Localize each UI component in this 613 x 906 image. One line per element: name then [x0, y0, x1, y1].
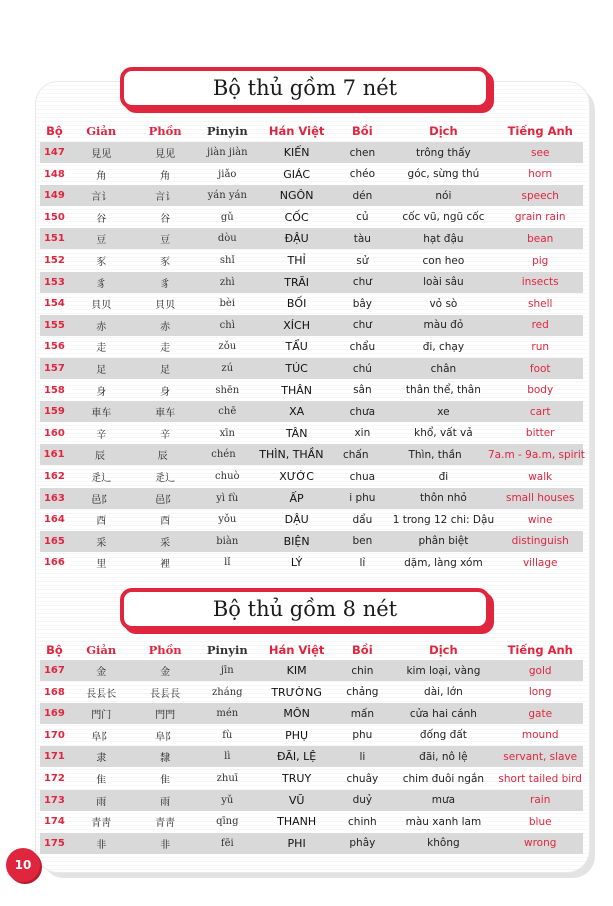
cell-pinyin: lì: [224, 751, 231, 763]
cell-phon: 門門: [155, 710, 176, 722]
cell-gian: 辵辶: [91, 473, 112, 484]
header-num: Bộ: [46, 643, 63, 657]
cell-english: mound: [521, 729, 559, 742]
cell-gian: 豆: [96, 235, 107, 247]
cell-boi: củ: [356, 211, 369, 224]
cell-boi: bây: [352, 297, 373, 310]
cell-hanviet: KIM: [286, 664, 307, 677]
cell-dich: đi, chạy: [422, 340, 465, 353]
cell-gian: 角: [96, 170, 107, 182]
header-pinyin: Pinyin: [206, 124, 248, 138]
cell-num: 171: [43, 751, 65, 763]
cell-phon: 身: [160, 386, 171, 398]
cell-dich: khổ, vất vả: [414, 427, 473, 440]
cell-dich: chim đuôi ngắn: [402, 772, 485, 785]
cell-gian: 辛: [96, 429, 107, 441]
header-hanviet: Hán Việt: [268, 124, 325, 138]
cell-hanviet: LÝ: [290, 556, 303, 570]
cell-num: 156: [43, 341, 65, 353]
cell-gian: 貝贝: [91, 300, 112, 312]
cell-pinyin: chén: [211, 449, 236, 461]
cell-boi: chư: [352, 319, 372, 332]
cell-hanviet: TÚC: [285, 362, 308, 375]
cell-gian: 酉: [96, 516, 107, 528]
cell-pinyin: yán yán: [207, 190, 247, 202]
cell-pinyin: jīn: [220, 665, 234, 676]
cell-phon: 采: [160, 537, 171, 549]
cell-hanviet: ẤP: [289, 491, 304, 505]
cell-pinyin: shǐ: [219, 255, 235, 266]
cell-gian: 身: [96, 386, 107, 398]
cell-pinyin: yǔ: [221, 794, 234, 806]
header-phon: Phồn: [148, 124, 182, 138]
cell-boi: phây: [349, 837, 376, 850]
cell-num: 153: [43, 276, 65, 288]
cell-hanviet: CỐC: [284, 210, 309, 224]
cell-dich: dài, lớn: [424, 686, 463, 699]
cell-pinyin: jiàn jiàn: [206, 147, 248, 158]
cell-hanviet: THANH: [277, 815, 317, 829]
header-dich: Dịch: [429, 643, 458, 657]
table-row: [40, 466, 583, 487]
cell-boi: phu: [352, 729, 373, 742]
cell-gian: 非: [96, 839, 107, 851]
cell-gian: 金: [96, 667, 107, 678]
cell-boi: sử: [356, 254, 369, 267]
cell-gian: 門门: [91, 710, 112, 722]
header-pinyin: Pinyin: [206, 643, 248, 657]
table-row: [40, 142, 583, 163]
cell-gian: 豸: [96, 278, 107, 290]
cell-english: bitter: [525, 427, 555, 440]
cell-num: 148: [43, 168, 65, 180]
cell-dich: nói: [435, 189, 452, 202]
table-row: [40, 790, 583, 811]
cell-english: cart: [529, 405, 551, 418]
cell-pinyin: fù: [222, 729, 233, 741]
cell-pinyin: yǒu: [218, 514, 237, 526]
cell-gian: 見见: [91, 149, 112, 160]
table-row: [40, 315, 583, 336]
cell-phon: 隹: [160, 775, 171, 786]
cell-boi: ben: [352, 535, 373, 548]
table-row: [40, 358, 583, 379]
cell-english: run: [531, 340, 550, 353]
table-row: [40, 401, 583, 422]
table-row: [40, 293, 583, 314]
table-row: [40, 250, 583, 271]
cell-num: 168: [43, 686, 65, 698]
cell-hanviet: TRUY: [282, 772, 312, 785]
cell-english: short tailed bird: [498, 772, 582, 785]
cell-hanviet: TẨU: [285, 340, 308, 354]
cell-hanviet: KIẾN: [283, 146, 310, 159]
cell-num: 169: [43, 708, 65, 720]
cell-pinyin: xīn: [219, 427, 235, 439]
table-header-row: [40, 639, 583, 661]
header-gian: Giản: [86, 643, 117, 657]
cell-pinyin: chē: [218, 406, 237, 418]
header-english: Tiếng Anh: [507, 124, 573, 138]
cell-phon: 隸: [160, 753, 171, 765]
cell-english: servant, slave: [503, 750, 578, 763]
table-row: [40, 207, 583, 228]
table-row: [40, 833, 583, 854]
cell-pinyin: gǔ: [220, 211, 234, 223]
table-row: [40, 552, 583, 573]
table-row: [40, 725, 583, 746]
cell-dich: trông thấy: [416, 146, 471, 159]
cell-gian: 青靑: [91, 818, 112, 830]
cell-hanviet: MÔN: [283, 707, 310, 721]
cell-pinyin: dòu: [217, 233, 237, 245]
cell-num: 149: [43, 190, 65, 202]
cell-boi: chua: [349, 470, 376, 483]
header-dich: Dịch: [429, 124, 458, 138]
cell-phon: 角: [160, 170, 171, 182]
cell-num: 162: [43, 471, 65, 482]
cell-english: horn: [528, 168, 553, 181]
cell-dich: thôn nhỏ: [419, 492, 467, 505]
cell-num: 150: [43, 211, 65, 223]
cell-num: 167: [43, 665, 65, 676]
cell-boi: sân: [353, 384, 372, 397]
table-row: [40, 768, 583, 789]
cell-pinyin: shēn: [215, 384, 240, 396]
cell-phon: 見见: [155, 149, 176, 160]
cell-boi: dẩu: [352, 513, 373, 526]
cell-english: 7a.m - 9a.m, spirit: [488, 448, 585, 461]
cell-dich: phân biệt: [418, 535, 469, 548]
cell-hanviet: TÂN: [285, 426, 308, 440]
cell-hanviet: XƯỚC: [279, 470, 314, 483]
cell-boi: lỉ: [359, 556, 366, 569]
cell-phon: 長镸長: [150, 688, 181, 700]
cell-english: long: [528, 686, 552, 699]
cell-num: 152: [43, 255, 65, 266]
table-row: [40, 811, 583, 832]
cell-hanviet: BIỆN: [283, 534, 310, 548]
cell-num: 170: [43, 729, 65, 741]
cell-pinyin: fēi: [220, 837, 234, 849]
cell-english: wrong: [524, 837, 557, 850]
cell-hanviet: PHI: [287, 836, 306, 850]
section-title-8-strokes: Bộ thủ gồm 8 nét: [120, 588, 490, 630]
cell-hanviet: THÂN: [281, 383, 312, 397]
cell-gian: 阜阝: [91, 731, 112, 743]
cell-pinyin: zhuī: [216, 773, 238, 784]
cell-gian: 采: [96, 537, 107, 549]
cell-gian: 長镸长: [86, 688, 117, 700]
cell-num: 174: [43, 816, 65, 828]
cell-phon: 走: [160, 343, 171, 355]
cell-english: distinguish: [511, 535, 569, 548]
cell-boi: chéo: [349, 168, 376, 181]
cell-phon: 辵辶: [155, 473, 176, 484]
cell-num: 173: [43, 794, 65, 806]
cell-boi: chấn: [342, 448, 369, 461]
cell-english: small houses: [505, 492, 575, 505]
cell-gian: 邑阝: [91, 494, 112, 506]
cell-dich: dặm, làng xóm: [404, 556, 483, 569]
cell-dich: con heo: [422, 254, 465, 267]
cell-num: 165: [43, 535, 65, 547]
cell-num: 154: [43, 298, 65, 310]
cell-dich: Thìn, thần: [408, 448, 462, 461]
cell-english: gate: [528, 707, 553, 720]
cell-phon: 青靑: [155, 818, 176, 830]
cell-phon: 非: [160, 839, 171, 851]
table-header-row: [40, 120, 583, 142]
cell-phon: 阜阝: [155, 731, 176, 743]
cell-english: grain rain: [514, 211, 566, 224]
cell-phon: 谷: [160, 213, 171, 225]
cell-boi: chư: [352, 276, 372, 289]
table-row: [40, 682, 583, 703]
cell-phon: 酉: [160, 516, 171, 528]
table-row: [40, 185, 583, 206]
cell-dich: loài sâu: [423, 276, 464, 289]
header-hanviet: Hán Việt: [268, 643, 325, 657]
page-number-badge: 10: [6, 848, 40, 882]
cell-dich: hạt đậu: [423, 232, 464, 245]
cell-pinyin: jiǎo: [218, 168, 237, 180]
table-row: [40, 228, 583, 249]
cell-hanviet: BỐI: [286, 297, 307, 311]
cell-pinyin: yì fù: [216, 492, 239, 504]
cell-gian: 言讠: [91, 192, 112, 204]
cell-hanviet: VŨ: [288, 793, 305, 807]
cell-dich: góc, sừng thú: [407, 168, 480, 181]
cell-boi: duỷ: [352, 794, 373, 807]
cell-dich: cốc vũ, ngũ cốc: [402, 211, 485, 224]
cell-pinyin: chì: [219, 319, 235, 331]
cell-english: village: [522, 556, 558, 569]
cell-boi: chin: [351, 664, 374, 677]
cell-gian: 赤: [96, 321, 107, 333]
cell-english: red: [531, 319, 549, 332]
cell-phon: 貝贝: [155, 300, 176, 312]
cell-num: 175: [43, 837, 65, 849]
cell-dich: vỏ sò: [429, 297, 458, 310]
cell-phon: 言讠: [155, 192, 176, 204]
cell-hanviet: PHỤ: [285, 728, 309, 742]
header-boi: Bồi: [352, 643, 373, 657]
cell-num: 161: [43, 449, 65, 461]
cell-dich: màu xanh lam: [405, 815, 482, 828]
header-boi: Bồi: [352, 124, 373, 138]
cell-num: 159: [43, 406, 65, 418]
cell-num: 160: [43, 427, 65, 439]
cell-phon: 赤: [160, 321, 171, 333]
cell-phon: 裡: [160, 559, 171, 571]
cell-boi: xin: [354, 427, 371, 440]
cell-phon: 辛: [160, 429, 171, 441]
table-row: [40, 703, 583, 724]
cell-english: see: [531, 146, 550, 159]
cell-phon: 足: [160, 365, 171, 376]
cell-pinyin: bèi: [219, 298, 236, 310]
cell-boi: chảng: [346, 686, 379, 699]
cell-english: body: [527, 384, 554, 397]
table-row: [40, 272, 583, 293]
cell-english: rain: [530, 794, 551, 807]
cell-boi: chen: [349, 146, 376, 159]
cell-pinyin: lǐ: [224, 557, 231, 569]
cell-english: pig: [532, 254, 549, 267]
table-row: [40, 444, 583, 465]
cell-boi: li: [359, 750, 366, 763]
cell-dich: đống đất: [419, 729, 467, 742]
cell-phon: 車车: [155, 408, 176, 420]
cell-hanviet: XÍCH: [283, 318, 310, 332]
cell-pinyin: zháng: [212, 686, 243, 698]
table-row: [40, 336, 583, 357]
cell-num: 151: [43, 233, 65, 245]
cell-boi: dén: [352, 189, 373, 202]
cell-dich: xe: [437, 405, 450, 418]
cell-num: 172: [43, 773, 65, 784]
cell-hanviet: ĐẬU: [284, 232, 309, 246]
cell-dich: chân: [430, 362, 457, 375]
cell-english: speech: [521, 189, 559, 202]
cell-phon: 金: [160, 667, 171, 678]
cell-gian: 車车: [91, 408, 112, 420]
cell-hanviet: NGÔN: [279, 189, 314, 203]
cell-gian: 谷: [96, 213, 107, 225]
cell-num: 164: [43, 514, 65, 526]
cell-gian: 隶: [96, 753, 107, 765]
cell-boi: chinh: [348, 815, 377, 828]
cell-boi: mấn: [350, 707, 375, 720]
cell-num: 166: [43, 557, 65, 569]
cell-hanviet: TRÃI: [284, 275, 309, 289]
cell-hanviet: TRƯỜNG: [271, 685, 322, 699]
cell-pinyin: biàn: [216, 535, 239, 547]
cell-hanviet: DẬU: [284, 513, 309, 527]
cell-gian: 隹: [96, 775, 107, 786]
cell-english: wine: [527, 513, 553, 526]
cell-dich: không: [427, 837, 460, 850]
cell-dich: 1 trong 12 chi: Dậu: [392, 513, 495, 526]
cell-english: gold: [528, 664, 552, 677]
table-row: [40, 488, 583, 509]
table-row: [40, 164, 583, 185]
cell-boi: tàu: [353, 232, 371, 245]
table-row: [40, 531, 583, 552]
cell-num: 155: [43, 319, 65, 331]
cell-gian: 豕: [96, 257, 107, 268]
cell-dich: kim loại, vàng: [406, 664, 481, 677]
header-num: Bộ: [46, 124, 63, 138]
cell-hanviet: THỈ: [287, 254, 306, 267]
cell-hanviet: ĐÃI, LỆ: [277, 750, 317, 764]
cell-boi: i phu: [349, 492, 376, 505]
cell-english: shell: [528, 297, 553, 310]
cell-pinyin: mén: [216, 708, 239, 720]
cell-pinyin: zǒu: [218, 341, 237, 353]
cell-gian: 足: [96, 365, 107, 376]
cell-english: blue: [528, 815, 552, 828]
cell-hanviet: THÌN, THẦN: [259, 448, 324, 462]
cell-pinyin: chuò: [215, 471, 240, 482]
cell-phon: 雨: [160, 796, 171, 808]
cell-english: insects: [521, 276, 559, 289]
cell-num: 158: [43, 384, 65, 396]
cell-gian: 里: [96, 559, 107, 571]
cell-hanviet: XA: [289, 405, 305, 419]
cell-phon: 辰: [157, 451, 168, 463]
cell-dich: màu đỏ: [423, 319, 464, 332]
cell-phon: 豆: [160, 235, 171, 247]
table-row: [40, 746, 583, 767]
cell-phon: 豕: [160, 257, 171, 268]
table-row: [40, 380, 583, 401]
cell-pinyin: qīng: [216, 816, 239, 828]
cell-dich: cửa hai cánh: [409, 707, 477, 720]
cell-english: walk: [528, 470, 553, 483]
cell-phon: 邑阝: [155, 494, 176, 506]
table-row: [40, 423, 583, 444]
cell-gian: 雨: [96, 796, 107, 808]
cell-dich: đãi, nô lệ: [419, 750, 468, 763]
cell-gian: 走: [96, 343, 107, 355]
header-english: Tiếng Anh: [507, 643, 573, 657]
cell-boi: chú: [352, 362, 372, 375]
cell-english: foot: [529, 362, 551, 375]
cell-boi: chuây: [346, 772, 379, 785]
table-row: [40, 509, 583, 530]
cell-pinyin: zú: [221, 363, 234, 374]
cell-boi: chẩu: [349, 340, 376, 353]
cell-english: bean: [527, 232, 554, 245]
cell-dich: đi: [438, 470, 449, 483]
cell-num: 163: [43, 492, 65, 504]
cell-dich: thân thể, thân: [405, 384, 481, 397]
cell-boi: chưa: [349, 405, 376, 418]
header-gian: Giản: [86, 124, 117, 138]
section-title-7-strokes: Bộ thủ gồm 7 nét: [120, 67, 490, 109]
cell-hanviet: GIÁC: [283, 167, 311, 181]
cell-num: 157: [43, 363, 65, 374]
table-row: [40, 660, 583, 681]
header-phon: Phồn: [148, 643, 182, 657]
cell-num: 147: [43, 147, 65, 158]
cell-dich: mưa: [431, 794, 456, 807]
cell-pinyin: zhì: [219, 276, 235, 288]
cell-gian: 辰: [94, 451, 105, 463]
cell-phon: 豸: [160, 278, 171, 290]
